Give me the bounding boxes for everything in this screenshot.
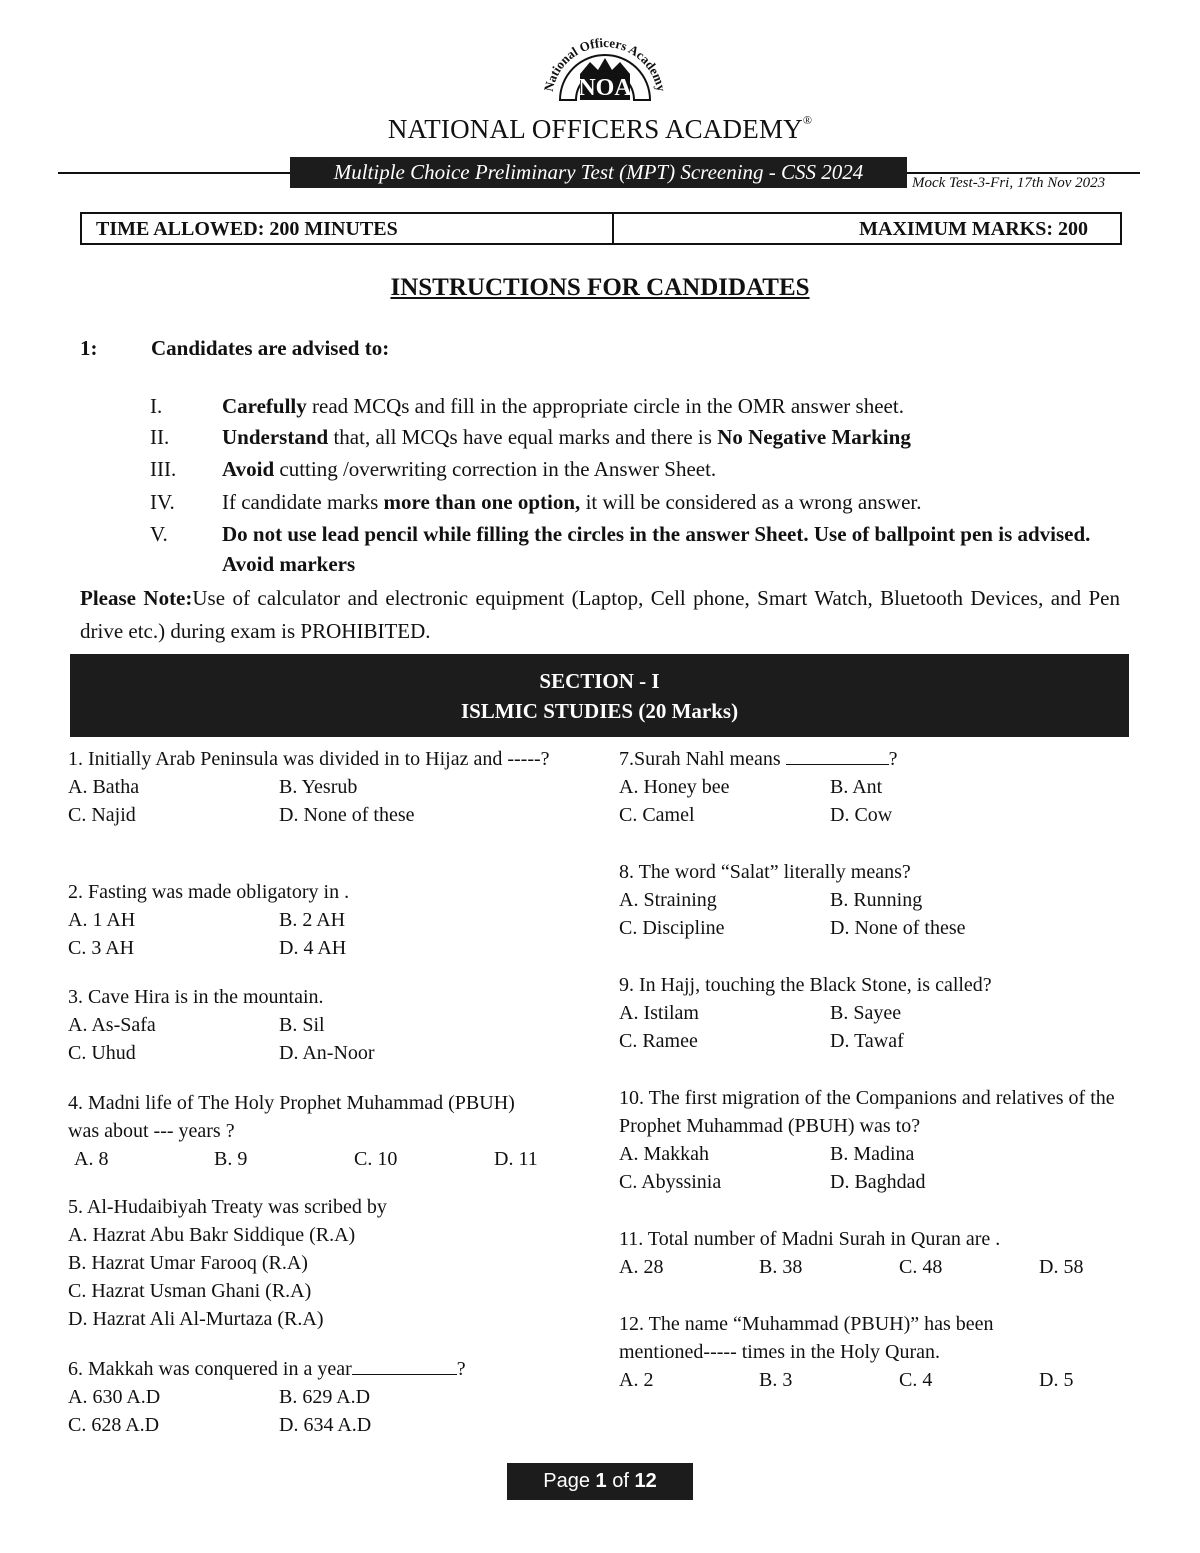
option: D. Baghdad: [830, 1171, 926, 1193]
option: C. 3 AH: [68, 937, 135, 959]
option: D. 58: [1039, 1256, 1084, 1278]
instruction-item: V. Do not use lead pencil while filling the circles in the answer Sheet. Use of ballpoint pen is advised. Avoid markers: [150, 522, 1091, 576]
option: A. Istilam: [619, 1002, 699, 1024]
option: C. 4: [899, 1369, 933, 1391]
option: C. Discipline: [619, 917, 725, 939]
option: D. 11: [494, 1148, 538, 1170]
option: C. Abyssinia: [619, 1171, 722, 1193]
logo-ring-text: National Officers Academy: [540, 34, 670, 93]
page-indicator: Page 1 of 12: [507, 1463, 693, 1500]
option: D. 4 AH: [279, 937, 347, 959]
option: B. 38: [759, 1256, 803, 1278]
option: A. As-Safa: [68, 1014, 156, 1036]
option: D. 5: [1039, 1369, 1074, 1391]
question-2: 2. Fasting was made obligatory in . A. 1 AH B. 2 AH C. 3 AH D. 4 AH: [68, 878, 588, 962]
question-12: 12. The name “Muhammad (PBUH)” has been mentioned----- times in the Holy Quran. A. 2 B. 3 C. 4 D. 5: [619, 1310, 1079, 1394]
option: D. An-Noor: [279, 1042, 375, 1064]
section-subtitle: ISLMIC STUDIES (20 Marks): [460, 699, 739, 723]
option: C. Ramee: [619, 1030, 698, 1052]
option: D. Tawaf: [830, 1030, 904, 1052]
section-header: [70, 654, 1129, 737]
option: D. None of these: [830, 917, 966, 939]
instruction-item: IV. If candidate marks more than one option, it will be considered as a wrong answer.: [150, 490, 922, 514]
question-10: 10. The first migration of the Companions and relatives of the Prophet Muhammad (PBUH) was to? A. Makkah B. Madina C. Abyssinia D. Baghdad: [619, 1084, 1129, 1196]
option: B. 9: [214, 1148, 248, 1170]
option: C. Camel: [619, 804, 695, 826]
option: A. Honey bee: [619, 776, 730, 798]
option: C. 10: [354, 1148, 398, 1170]
question-9: 9. In Hajj, touching the Black Stone, is called? A. Istilam B. Sayee C. Ramee D. Tawaf: [619, 971, 1129, 1055]
option: B. Ant: [830, 776, 883, 798]
registered-mark: ®: [802, 113, 813, 127]
option: D. None of these: [279, 804, 415, 826]
option: D. Cow: [830, 804, 893, 826]
advise-number: 1:: [80, 336, 98, 360]
option: C. 48: [899, 1256, 943, 1278]
advise-text: Candidates are advised to:: [151, 336, 390, 360]
option: C. Najid: [68, 804, 136, 826]
option: B. 629 A.D: [279, 1386, 371, 1408]
option: A. 8: [74, 1148, 109, 1170]
section-title: SECTION - I: [539, 669, 660, 693]
option: B. Sayee: [830, 1002, 902, 1024]
question-5: 5. Al-Hudaibiyah Treaty was scribed by A. Hazrat Abu Bakr Siddique (R.A) B. Hazrat Umar Farooq (R.A) C. Hazrat Usman Ghani (R.A) D. Hazrat Ali Al-Murtaza (R.A): [68, 1193, 588, 1333]
option: A. 2: [619, 1369, 654, 1391]
option: A. Batha: [68, 776, 140, 798]
question-3: 3. Cave Hira is in the mountain. A. As-Safa B. Sil C. Uhud D. An-Noor: [68, 983, 588, 1067]
option: B. Yesrub: [279, 776, 358, 798]
option: A. Makkah: [619, 1143, 709, 1165]
option: B. Sil: [279, 1014, 325, 1036]
option: B. 2 AH: [279, 909, 346, 931]
time-marks-box: [80, 212, 1122, 245]
academy-logo: [530, 22, 680, 122]
maximum-marks: MAXIMUM MARKS: 200: [859, 218, 1088, 240]
option: A. Straining: [619, 889, 717, 911]
option: A. 1 AH: [68, 909, 136, 931]
question-11: 11. Total number of Madni Surah in Quran are . A. 28 B. 38 C. 48 D. 58: [619, 1225, 1129, 1281]
option: A. Hazrat Abu Bakr Siddique (R.A): [68, 1224, 356, 1246]
option: D. 634 A.D: [279, 1414, 372, 1436]
please-note: Please Note:Use of calculator and electronic equipment (Laptop, Cell phone, Smart Watch, Bluetooth Devices, and Pen drive etc.) during exam is PROHIBITED.: [80, 586, 1120, 643]
instructions-title: INSTRUCTIONS FOR CANDIDATES: [390, 274, 810, 301]
logo-text: NOA: [578, 75, 632, 101]
question-4: 4. Madni life of The Holy Prophet Muhammad (PBUH) was about --- years ? A. 8 B. 9 C. 10 D. 11: [68, 1089, 538, 1173]
mock-test-info: Mock Test-3-Fri, 17th Nov 2023: [912, 175, 1106, 191]
option: A. 28: [619, 1256, 664, 1278]
academy-name: NATIONAL OFFICERS ACADEMY®: [387, 113, 813, 144]
question-6: 6. Makkah was conquered in a year ? A. 630 A.D B. 629 A.D C. 628 A.D D. 634 A.D: [68, 1355, 588, 1439]
option: C. 628 A.D: [68, 1414, 160, 1436]
option: B. Madina: [830, 1143, 915, 1165]
instruction-item: I. Carefully read MCQs and fill in the appropriate circle in the OMR answer sheet.: [150, 394, 904, 418]
instruction-item: II. Understand that, all MCQs have equal marks and there is No Negative Marking: [150, 425, 911, 449]
instruction-item: III. Avoid cutting /overwriting correction in the Answer Sheet.: [150, 457, 717, 481]
option: B. Running: [830, 889, 923, 911]
question-8: 8. The word “Salat” literally means? A. Straining B. Running C. Discipline D. None of these: [619, 858, 1129, 942]
option: D. Hazrat Ali Al-Murtaza (R.A): [68, 1308, 324, 1330]
question-1: 1. Initially Arab Peninsula was divided in to Hijaz and -----? A. Batha B. Yesrub C. Najid D. None of these: [68, 745, 588, 829]
option: B. 3: [759, 1369, 793, 1391]
question-7: 7.Surah Nahl means ? A. Honey bee B. Ant C. Camel D. Cow: [619, 745, 1129, 829]
option: B. Hazrat Umar Farooq (R.A): [68, 1252, 308, 1274]
test-banner: Multiple Choice Preliminary Test (MPT) Screening - CSS 2024: [290, 157, 907, 188]
option: C. Uhud: [68, 1042, 136, 1064]
time-allowed: TIME ALLOWED: 200 MINUTES: [82, 214, 614, 243]
option: C. Hazrat Usman Ghani (R.A): [68, 1280, 312, 1302]
option: A. 630 A.D: [68, 1386, 161, 1408]
